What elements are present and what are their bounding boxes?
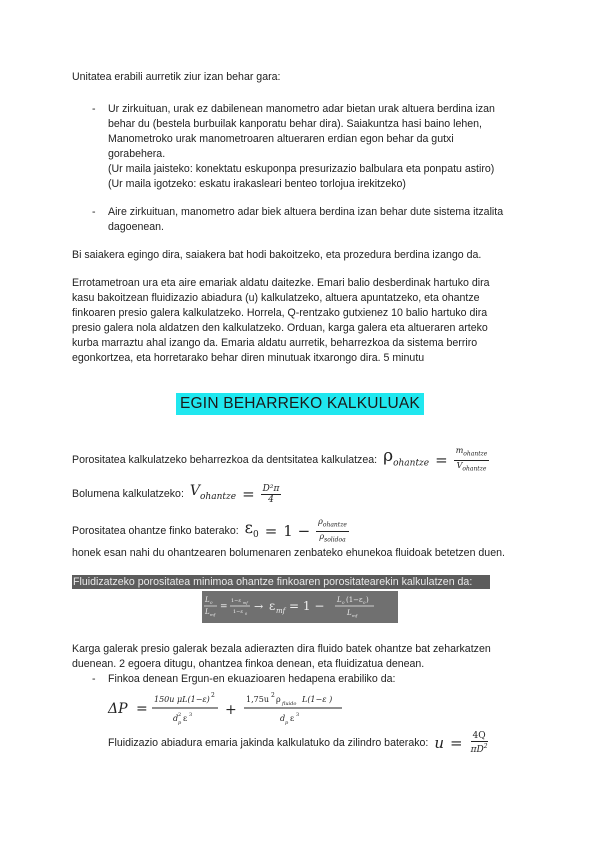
bullet-water-circuit xyxy=(108,102,528,192)
ergun-formula xyxy=(106,690,366,730)
porosity-row xyxy=(72,517,349,545)
paragraph-line: kasu bakoitzean fluidizazio abiadura (u) kalkulatzeko, altuera apuntatzeko, eta ohantze xyxy=(72,292,480,304)
subscript: ohantze xyxy=(200,491,237,502)
num3-tail: (1−ε xyxy=(346,596,363,604)
denominator: ρ xyxy=(319,531,325,541)
bullet-line: dagoenean. xyxy=(108,221,164,233)
sub: fluido xyxy=(282,701,297,707)
num3-tail-sub: 0 xyxy=(363,600,366,605)
denominator: V xyxy=(456,460,463,470)
volume-fraction xyxy=(261,484,282,505)
num3-sub: 0 xyxy=(342,600,345,605)
svg-text:=: = xyxy=(220,602,228,612)
sub: p xyxy=(285,720,289,726)
bullet-dash: - xyxy=(92,103,96,115)
bullet-line: Manometroko urak manometroaren altueraren erdian egon behar da gutxi xyxy=(108,133,454,145)
paragraph-line: egonkortzea, eta horretarako behar diren minutuak itxarongo dira. 5 minutu xyxy=(72,352,425,364)
epsilon-symbol: ε xyxy=(244,517,253,537)
bullet-dash: - xyxy=(92,206,96,218)
velocity-text: Fluidizazio abiadura emaria jakinda kalkulatuko da zilindro baterako: xyxy=(108,737,429,749)
paragraph-line: finkoaren presio galera kalkulatzeko. Horrela, Q-rentzako gutxienez 10 balio hartuko dira xyxy=(72,307,488,319)
l0-sub: 0 xyxy=(210,600,213,605)
ergun-num1: 150u μL(1−ε) xyxy=(154,695,210,704)
one-minus: 1 − xyxy=(283,521,311,540)
density-formula xyxy=(383,445,430,471)
section-heading: EGIN BEHARREKO KALKULUAK xyxy=(176,393,424,415)
denominator: πD xyxy=(470,745,484,755)
rho-symbol: ρ xyxy=(383,445,394,466)
lmf-text: L xyxy=(205,608,210,616)
equals-sign: = xyxy=(450,734,463,752)
density-row xyxy=(72,446,489,474)
section-heading-wrap xyxy=(0,393,600,415)
sup: 3 xyxy=(296,712,300,718)
eps-mf-sub: mf xyxy=(276,607,286,615)
numerator: ρ xyxy=(318,517,323,526)
paragraph-line: kurba marraztu ahal izango da. Emaria aldatu aurretik, beharrezkoa da sistema berriro xyxy=(72,337,478,349)
u-symbol: u xyxy=(434,734,445,752)
flow-paragraph xyxy=(72,276,490,366)
lmf-sub: mf xyxy=(210,612,216,617)
volume-formula xyxy=(190,484,236,505)
porosity-fraction xyxy=(316,517,349,545)
subscript: ohantze xyxy=(322,521,347,529)
bullet-dash: - xyxy=(92,673,96,685)
velocity-fraction xyxy=(469,731,490,755)
sub: p xyxy=(178,720,182,726)
eps-mf: ε xyxy=(269,599,276,613)
paragraph-line: Errotametroan ura eta aire emariak aldatu daitezke. Emari balio desberdinak hartuko dira xyxy=(72,277,490,289)
subscript: ohantze xyxy=(462,465,487,473)
ergun-den1-d: d xyxy=(173,714,179,723)
density-text: Porositatea kalkulatzeko beharrezkoa da dentsitatea kalkulatzea: xyxy=(72,453,378,466)
den2: 1−ε xyxy=(233,609,243,615)
highlighted-line: Fluidizatzeko porositatea minimoa ohantze finkoaren porositatearekin kalkulatzen da: xyxy=(72,575,490,589)
num3: L xyxy=(337,596,342,604)
ergun-den1-eps: ε xyxy=(183,714,188,723)
equals-sign: = xyxy=(435,450,448,469)
equals-sign: = xyxy=(242,485,255,503)
ergun-den2-d: d xyxy=(280,714,286,723)
denominator: 4 xyxy=(268,495,274,505)
paragraph-line: Karga galerak presio galerak bezala adierazten dira fluido batek ohantze bat zeharkatzen xyxy=(72,643,491,655)
ergun-bullet: Finkoa denean Ergun-en ekuazioaren hedapena erabiliko da: xyxy=(108,673,396,685)
equals-sign: = xyxy=(264,521,278,540)
sup: 2 xyxy=(271,692,275,699)
one-minus-mf: = 1 − xyxy=(289,599,325,613)
subscript: solidoa xyxy=(324,536,346,544)
ergun-rho: ρ xyxy=(276,695,281,704)
ergun-svg xyxy=(106,690,366,730)
ergun-num2b: L(1−ε ) xyxy=(302,695,333,704)
paragraph-line: presio galera nola aldatzen den kalkulatzeko. Orduan, karga galera eta altueraren arteko xyxy=(72,322,488,334)
porosity-text: Porositatea ohantze finko baterako: xyxy=(72,524,239,537)
l0-text: L xyxy=(205,596,210,604)
formula-svg xyxy=(202,591,398,623)
num3-close: ) xyxy=(366,596,369,604)
velocity-row xyxy=(108,731,490,755)
num2: 1−ε xyxy=(231,598,241,604)
losses-paragraph xyxy=(72,642,491,672)
porosity-formula xyxy=(244,517,259,543)
subscript: 0 xyxy=(252,529,259,540)
superscript: 2 xyxy=(483,743,488,750)
delta-p: ΔP xyxy=(108,701,128,717)
intro-text: Unitatea erabili aurretik ziur izan behar gara: xyxy=(72,71,281,83)
subscript: ohantze xyxy=(463,450,488,458)
ergun-den2-eps: ε xyxy=(290,714,295,723)
den2-sub: 0 xyxy=(245,612,248,616)
sup: 2 xyxy=(211,692,215,699)
sup: 2 xyxy=(178,712,182,718)
ergun-num2a: 1,75u xyxy=(246,695,269,704)
sup: 3 xyxy=(189,712,193,718)
porosity-meaning: honek esan nahi du ohantzearen bolumenaren zenbateko ehunekoa fluidoak betetzen duen. xyxy=(72,547,505,559)
plus-sign: + xyxy=(225,702,237,718)
num2-sub: mf xyxy=(243,601,248,605)
equals-sign: = xyxy=(136,701,148,717)
subscript: ohantze xyxy=(393,458,430,469)
bullet-line: behar du (bestela burbuilak kanporatu behar dira). Saiakuntza hasi baino lehen, xyxy=(108,118,482,130)
den3-sub: mf xyxy=(352,613,358,618)
paragraph-line: duenean. 2 egoera ditugu, ohantzea finkoa denean, eta fluidizatua denean. xyxy=(72,658,425,670)
numerator: D²π xyxy=(262,484,280,494)
arrow: → xyxy=(254,600,264,613)
numerator: 4Q xyxy=(472,731,486,741)
volume-row xyxy=(72,484,281,505)
volume-symbol: V xyxy=(189,483,201,500)
min-fluidization-formula xyxy=(202,591,398,623)
two-trials-paragraph: Bi saiakera egingo dira, saiakera bat hodi bakoitzeko, eta prozedura berdina izango da. xyxy=(72,249,482,261)
numerator: m xyxy=(455,446,464,455)
density-fraction xyxy=(454,446,490,474)
bullet-air-circuit xyxy=(108,205,528,235)
bullet-line: Ur zirkuituan, urak ez dabilenean manometro adar bietan urak altuera berdina izan xyxy=(108,103,495,115)
bullet-line: (Ur maila jaisteko: konektatu eskuponpa presurizazio balbulara eta ponpatu astiro) xyxy=(108,163,495,175)
bullet-line: gorabehera. xyxy=(108,148,166,160)
bullet-line: (Ur maila igotzeko: eskatu irakasleari benteo torlojua irekitzeko) xyxy=(108,178,406,190)
volume-text: Bolumena kalkulatzeko: xyxy=(72,488,184,500)
bullet-line: Aire zirkuituan, manometro adar biek altuera berdina izan behar dute sistema itzalita xyxy=(108,206,504,218)
den3: L xyxy=(347,609,352,617)
